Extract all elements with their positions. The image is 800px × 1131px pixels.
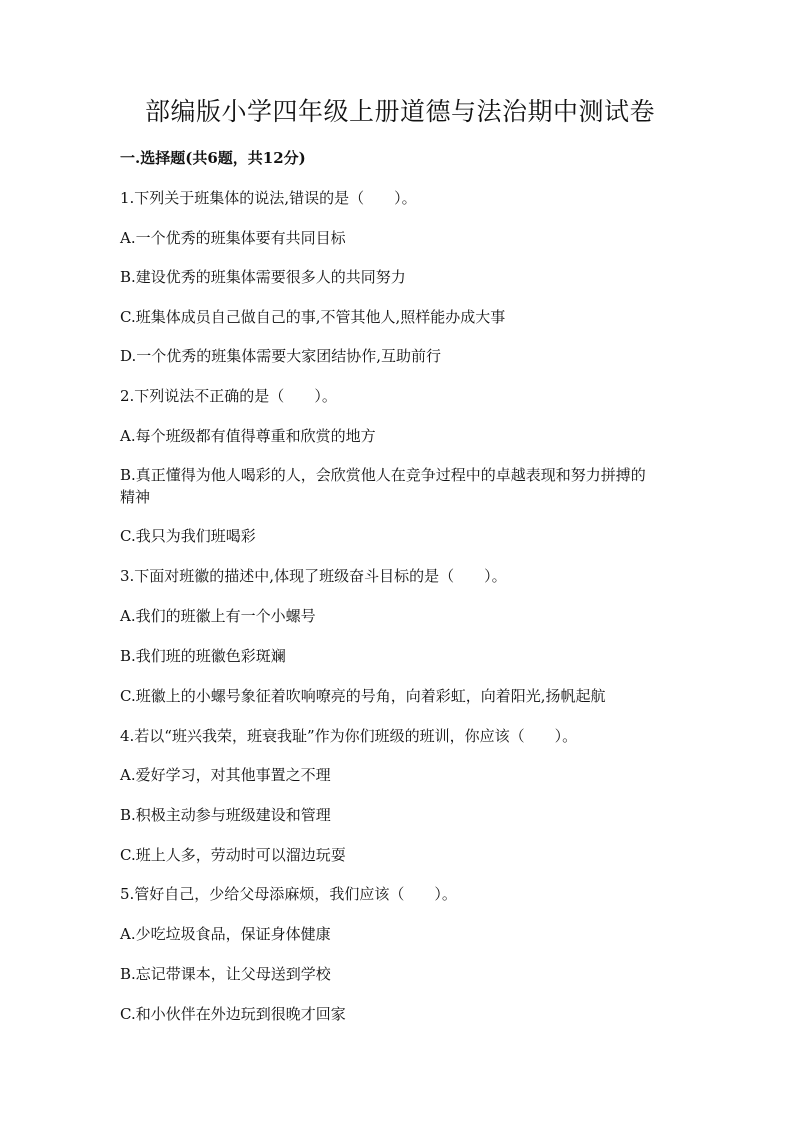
question-5-stem: 5.管好自己，少给父母添麻烦，我们应该（ ）。 (120, 885, 457, 903)
question-1-stem: 1.下列关于班集体的说法,错误的是（ ）。 (120, 189, 417, 207)
question-3-option-c: C.班徽上的小螺号象征着吹响嘹亮的号角，向着彩虹，向着阳光,扬帆起航 (120, 687, 606, 705)
question-4-stem: 4.若以“班兴我荣，班衰我耻”作为你们班级的班训，你应该（ ）。 (120, 727, 578, 745)
question-2-stem: 2.下列说法不正确的是（ ）。 (120, 387, 337, 405)
question-4-option-c: C.班上人多，劳动时可以溜边玩耍 (120, 846, 346, 864)
question-3-option-a: A.我们的班徽上有一个小螺号 (120, 607, 316, 625)
section-heading: 一.选择题(共6题，共12分) (120, 149, 306, 167)
question-5-option-b: B.忘记带课本，让父母送到学校 (120, 965, 331, 983)
question-4-option-a: A.爱好学习，对其他事置之不理 (120, 766, 331, 784)
question-3-stem: 3.下面对班徽的描述中,体现了班级奋斗目标的是（ ）。 (120, 567, 507, 585)
question-2-option-b: B.真正懂得为他人喝彩的人，会欣赏他人在竞争过程中的卓越表现和努力拼搏的精神 (120, 466, 646, 506)
question-2-option-a: A.每个班级都有值得尊重和欣赏的地方 (120, 427, 376, 445)
page-title: 部编版小学四年级上册道德与法治期中测试卷 (144, 97, 655, 126)
question-1-option-a: A.一个优秀的班集体要有共同目标 (120, 229, 346, 247)
question-5-option-a: A.少吃垃圾食品，保证身体健康 (120, 925, 331, 943)
question-1-option-c: C.班集体成员自己做自己的事,不管其他人,照样能办成大事 (120, 308, 506, 326)
question-1-option-b: B.建设优秀的班集体需要很多人的共同努力 (120, 268, 406, 286)
question-3-option-b: B.我们班的班徽色彩斑斓 (120, 647, 286, 665)
question-2-option-c: C.我只为我们班喝彩 (120, 527, 256, 545)
question-4-option-b: B.积极主动参与班级建设和管理 (120, 806, 331, 824)
question-5-option-c: C.和小伙伴在外边玩到很晚才回家 (120, 1005, 346, 1023)
question-1-option-d: D.一个优秀的班集体需要大家团结协作,互助前行 (120, 347, 442, 365)
